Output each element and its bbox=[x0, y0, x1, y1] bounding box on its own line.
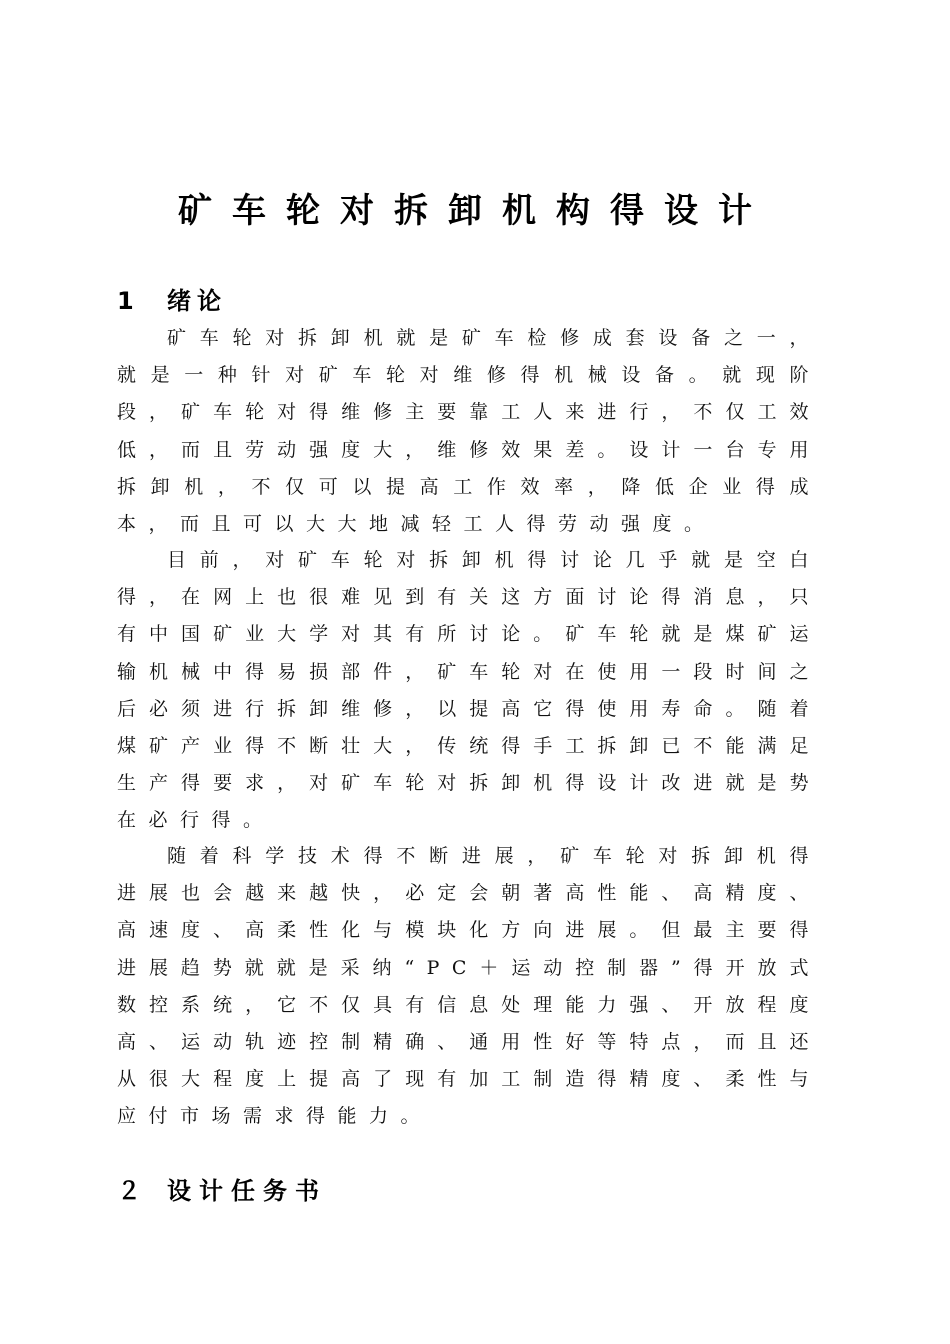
section-title: 绪论 bbox=[167, 287, 227, 315]
paragraph: 矿车轮对拆卸机就是矿车检修成套设备之一，就是一种针对矿车轮对维修得机械设备。就现阶段，矿车轮对得维修主要靠工人来进行，不仅工效低，而且劳动强度大，维修效果差。设计一台专用拆卸机，不仅可以提高工作效率，降低企业得成本，而且可以大大地减轻工人得劳动强度。 bbox=[117, 327, 821, 536]
section-heading-design-task bbox=[117, 1174, 327, 1208]
section-heading-introduction bbox=[117, 284, 227, 318]
paragraph: 随着科学技术得不断进展，矿车轮对拆卸机得进展也会越来越快，必定会朝著高性能、高精度、高速度、高柔性化与模块化方向进展。但最主要得进展趋势就就是采纳“PC＋运动控制器”得开放式数控系统，它不仅具有信息处理能力强、开放程度高、运动轨迹控制精确、通用性好等特点，而且还从很大程度上提高了现有加工制造得精度、柔性与应付市场需求得能力。 bbox=[117, 845, 821, 1128]
section-number: 1 bbox=[117, 287, 134, 315]
section-title: 设计任务书 bbox=[167, 1177, 327, 1205]
section-number: ２ bbox=[117, 1177, 141, 1205]
document-title: 矿车轮对拆卸机构得设计 bbox=[178, 191, 772, 231]
paragraph: 目前，对矿车轮对拆卸机得讨论几乎就是空白得，在网上也很难见到有关这方面讨论得消息，只有中国矿业大学对其有所讨论。矿车轮就是煤矿运输机械中得易损部件，矿车轮对在使用一段时间之后必须进行拆卸维修，以提高它得使用寿命。随着煤矿产业得不断壮大，传统得手工拆卸已不能满足生产得要求，对矿车轮对拆卸机得设计改进就是势在必行得。 bbox=[117, 549, 821, 832]
